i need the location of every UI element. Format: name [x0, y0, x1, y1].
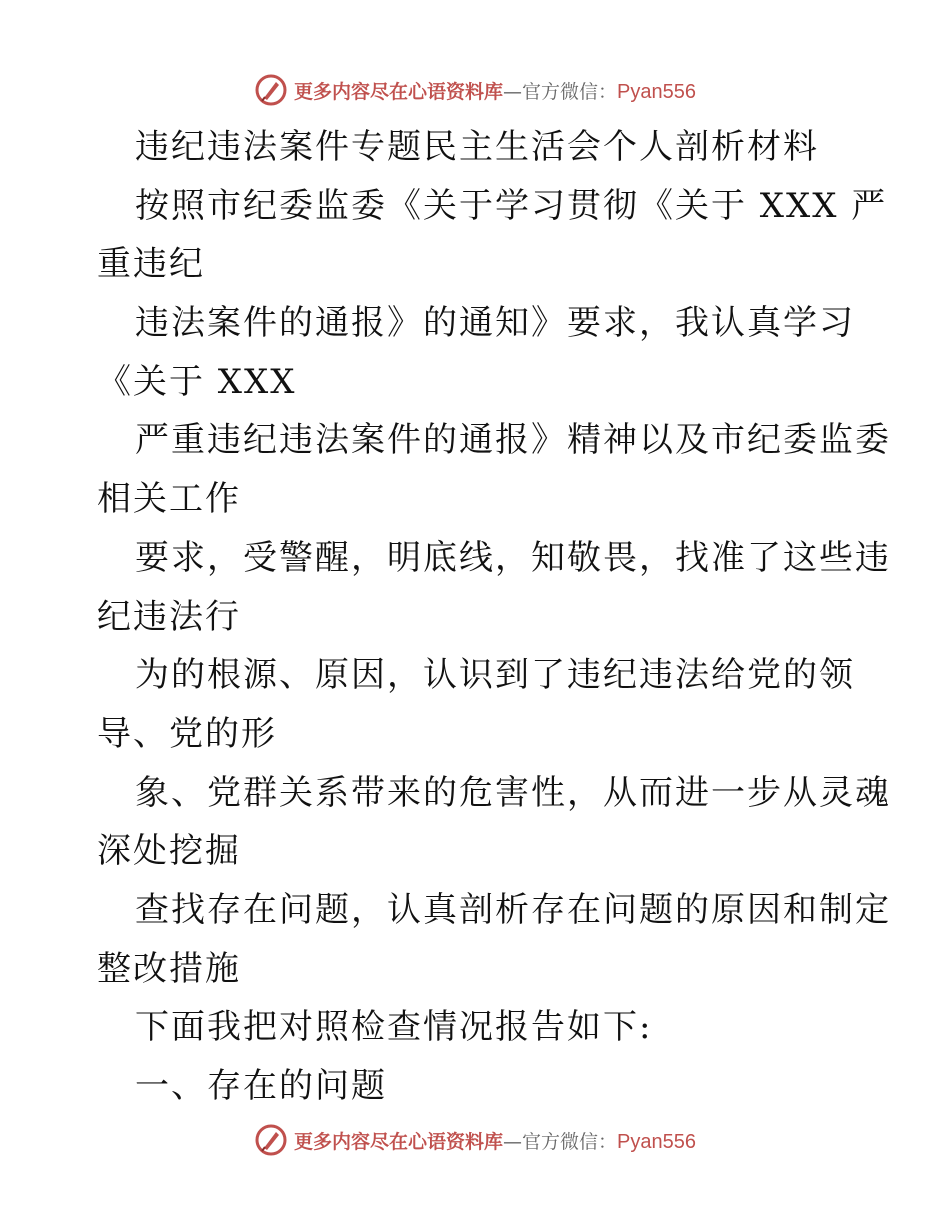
watermark-official-label: —官方微信：: [503, 1130, 618, 1153]
document-line: 按照市纪委监委《关于学习贯彻《关于 XXX 严: [135, 185, 888, 226]
document-line: 一、存在的问题: [135, 1066, 387, 1106]
quill-circle-icon: [254, 1123, 288, 1157]
document-line: 重违纪: [97, 244, 205, 285]
document-line: 整改措施: [97, 948, 241, 989]
watermark-account-id: Pyan556: [617, 80, 696, 103]
document-line: 象、党群关系带来的危害性，从而进一步从灵魂: [135, 772, 891, 813]
watermark-official-label: —官方微信：: [503, 80, 618, 103]
document-line: 下面我把对照检查情况报告如下:: [135, 1007, 653, 1048]
document-line: 查找存在问题，认真剖析存在问题的原因和制定: [135, 889, 891, 930]
watermark-text: [294, 77, 696, 104]
document-line: 违纪违法案件专题民主生活会个人剖析材料: [135, 127, 819, 167]
watermark-text: [294, 1127, 696, 1154]
document-line: 严重违纪违法案件的通报》精神以及市纪委监委: [135, 420, 891, 461]
watermark-banner-top: [0, 68, 950, 112]
document-line: 相关工作: [97, 479, 241, 520]
document-line: 为的根源、原因，认识到了违纪违法给党的领: [135, 655, 855, 696]
watermark-main-text: 更多内容尽在心语资料库: [294, 80, 504, 103]
document-line: 《关于 XXX: [97, 361, 297, 402]
document-line: 违法案件的通报》的通知》要求，我认真学习: [135, 303, 855, 344]
watermark-main-text: 更多内容尽在心语资料库: [294, 1130, 504, 1153]
document-line: 导、党的形: [97, 713, 277, 754]
watermark-banner-bottom: [0, 1118, 950, 1162]
quill-circle-icon: [254, 73, 288, 107]
document-line: 深处挖掘: [97, 831, 241, 872]
document-body: [97, 118, 891, 1116]
document-line: 要求，受警醒，明底线，知敬畏，找准了这些违: [135, 537, 891, 578]
document-line: 纪违法行: [97, 596, 241, 637]
watermark-account-id: Pyan556: [617, 1130, 696, 1153]
